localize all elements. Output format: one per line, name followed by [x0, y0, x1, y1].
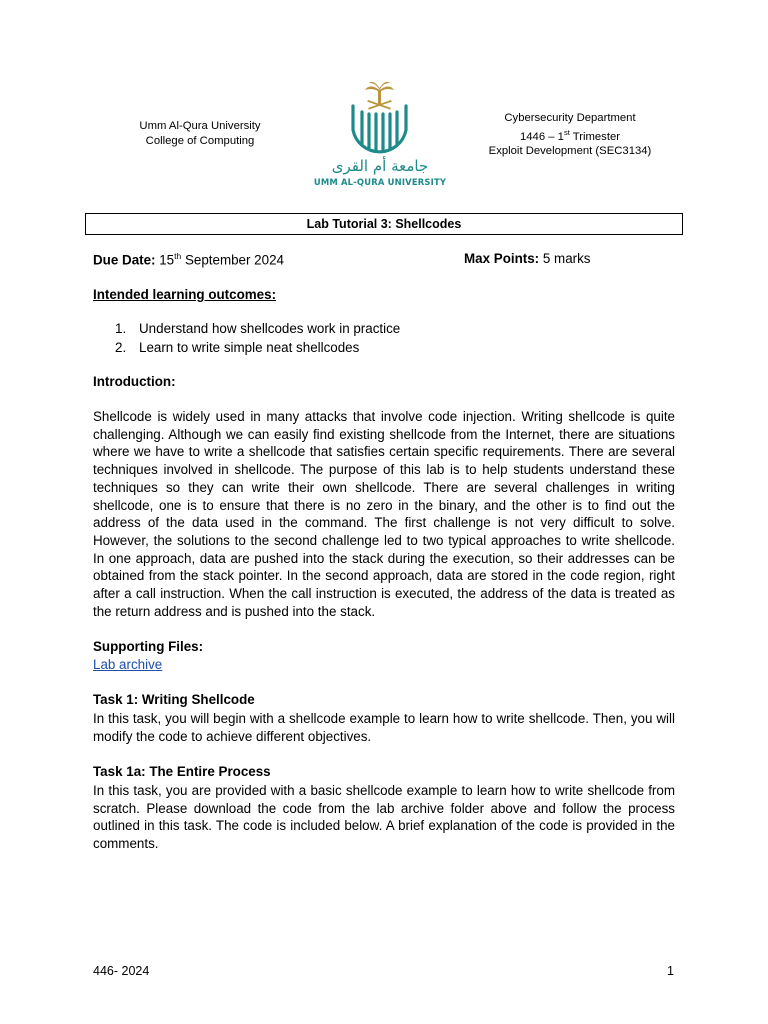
outcomes-list: [93, 320, 400, 357]
logo-arabic-text: جامعة أم القرى: [331, 157, 429, 175]
task1-paragraph: In this task, you will begin with a shellcode example to learn how to write shellcode. Then, you will modify the code to achieve different objectives.: [93, 711, 675, 744]
list-item: 1. Understand how shellcodes work in practice: [115, 321, 401, 336]
university-logo: [305, 78, 455, 190]
university-name: Umm Al-Qura University: [139, 120, 261, 132]
course-name: Exploit Development (SEC3134): [488, 144, 652, 157]
college-name: College of Computing: [145, 134, 255, 147]
due-date: Due Date: 15th September 2024: [93, 251, 284, 268]
term-line: 1446 – 1st Trimester: [519, 127, 621, 143]
outcomes-heading: Intended learning outcomes:: [93, 287, 277, 302]
department-block: [470, 111, 670, 158]
max-points: Max Points: 5 marks: [464, 251, 591, 266]
department-name: Cybersecurity Department: [504, 112, 636, 124]
list-item: 2. Learn to write simple neat shellcodes: [115, 339, 360, 355]
introduction-paragraph: Shellcode is widely used in many attacks that involve code injection. Writing shellcode is quite challenging. Although we can easily find existing shellcode from the Internet, there are situations where we have to write a shellcode that satisfies certain specific requirements. There are several techniques involved in shellcode. The purpose of this lab is to help students understand these techniques so they can write their own shellcode. There are several challenges in writing shellcode, one is to ensure that there is no zero in the binary, and the other is to find out the address of the data used in the command. The first challenge is not very difficult to solve. However, the solutions to the second challenge led to two typical approaches to write shellcode. In one approach, data are pushed into the stack during the execution, so their addresses can be obtained from the stack pointer. In the second approach, data are stored in the code region, right after a call instruction. When the call instruction is executed, the address of the data is treated as the return address and is pushed into the stack.: [93, 409, 675, 619]
task1a-paragraph: In this task, you are provided with a basic shellcode example to learn how to write shellcode from scratch. Please download the code from the lab archive folder above and follow the process outlined in this task. The code is included below. A brief explanation of the code is provided in the comments.: [93, 783, 675, 852]
footer-year: 446- 2024: [93, 964, 150, 978]
page-number: 1: [667, 964, 674, 978]
introduction-heading: Introduction:: [93, 374, 176, 389]
task1a-heading: Task 1a: The Entire Process: [93, 764, 271, 779]
logo-english-text: UMM AL-QURA UNIVERSITY: [313, 177, 447, 187]
university-block: [120, 119, 280, 148]
task1-heading: Task 1: Writing Shellcode: [93, 692, 255, 707]
supporting-files-heading: Supporting Files:: [93, 639, 204, 654]
lab-title: Lab Tutorial 3: Shellcodes: [85, 213, 683, 235]
lab-archive-link[interactable]: Lab archive: [93, 657, 163, 672]
